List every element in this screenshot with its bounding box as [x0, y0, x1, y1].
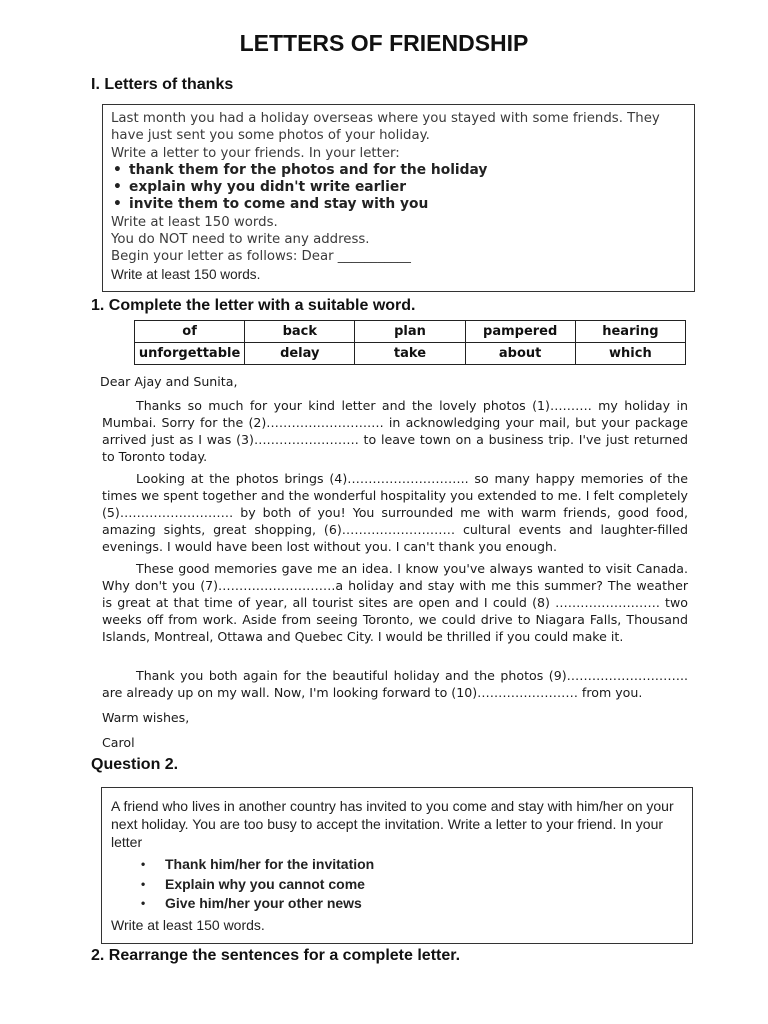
section-heading-letters-of-thanks: I. Letters of thanks [91, 76, 234, 93]
task-lead: Write a letter to your friends. In your letter: [111, 145, 400, 161]
page-title: LETTERS OF FRIENDSHIP [239, 30, 529, 56]
task-bullet: • Thank him/her for the invitation [165, 855, 684, 875]
task-bullet: • invite them to come and stay with you [129, 196, 686, 213]
task-begin-note: Begin your letter as follows: Dear ___________ [111, 249, 411, 265]
letter-paragraph-3: These good memories gave me an idea. I know you've always wanted to visit Canada. Why don't you (7)……………………….a holiday and stay with me this summer? The weather is great at that time of year, all tourist sites are open and I could (8) ……………………. two weeks off from work. Aside from seeing Toronto, we could drive to Niagara Falls, Thousand Islands, Montreal, Ottawa and Quebec City. I would be thrilled if you could make it. [102, 561, 688, 644]
task-bullet: • Explain why you cannot come [165, 875, 684, 895]
letter-signature: Carol [102, 735, 135, 750]
word-bank-cell: unforgettable [135, 343, 245, 365]
task-box-1 [102, 104, 695, 292]
word-bank-cell: about [465, 343, 575, 365]
question-2-heading: Question 2. [91, 756, 179, 773]
task-intro: Last month you had a holiday overseas where you stayed with some friends. They have just sent you some photos of your holiday. [111, 111, 660, 144]
word-bank-cell: hearing [575, 321, 685, 343]
letter-paragraph-2: Looking at the photos brings (4)……………………….. so many happy memories of the times we spent together and the wonderful hospitality you extended to me. I felt completely (5)……………………… by both of you! You surrounded me with warm friends, good food, amazing sights, great shopping, (6)……………………… cultural events and laughter-filled evenings. I would have been lost without you. I can't thank you enough. [102, 471, 688, 554]
word-bank-row [135, 321, 686, 343]
letter-paragraph-1: Thanks so much for your kind letter and the lovely photos (1)………. my holiday in Mumbai. Sorry for the (2)………………………. in acknowledging your mail, but your package arrived just as I was (3)……………………. to leave town on a business trip. I've just returned to Toronto today. [102, 398, 688, 464]
task-bullet: • explain why you didn't write earlier [129, 179, 686, 196]
word-bank-cell: pampered [465, 321, 575, 343]
task-box-2 [101, 787, 693, 944]
word-bank-cell: take [355, 343, 465, 365]
exercise-1-heading: 1. Complete the letter with a suitable word. [91, 297, 416, 314]
task-bullet: • thank them for the photos and for the holiday [129, 162, 686, 179]
task-address-note: You do NOT need to write any address. [111, 232, 370, 248]
task-word-count: Write at least 150 words. [111, 214, 278, 230]
task-word-count: Write at least 150 words. [111, 916, 265, 933]
task-word-count-repeat: Write at least 150 words. [111, 266, 261, 282]
word-bank-cell: which [575, 343, 685, 365]
word-bank-cell: plan [355, 321, 465, 343]
task-bullet: • Give him/her your other news [165, 894, 684, 914]
letter-greeting: Dear Ajay and Sunita, [100, 374, 238, 389]
letter-paragraph-4: Thank you both again for the beautiful holiday and the photos (9)……………………….. are already up on my wall. Now, I'm looking forward to (10)…………………… from you. [102, 668, 688, 700]
word-bank-cell: of [135, 321, 245, 343]
word-bank-row [135, 343, 686, 365]
word-bank-cell: delay [245, 343, 355, 365]
word-bank-table [134, 320, 686, 365]
task-bullet-list [111, 855, 684, 914]
exercise-2-heading: 2. Rearrange the sentences for a complete letter. [91, 947, 461, 964]
letter-closing: Warm wishes, [102, 710, 190, 725]
task-intro: A friend who lives in another country has invited to you come and stay with him/her on your next holiday. You are too busy to accept the invitation. Write a letter to your friend. In your letter [111, 798, 674, 850]
word-bank-cell: back [245, 321, 355, 343]
task-bullet-list [111, 162, 686, 214]
